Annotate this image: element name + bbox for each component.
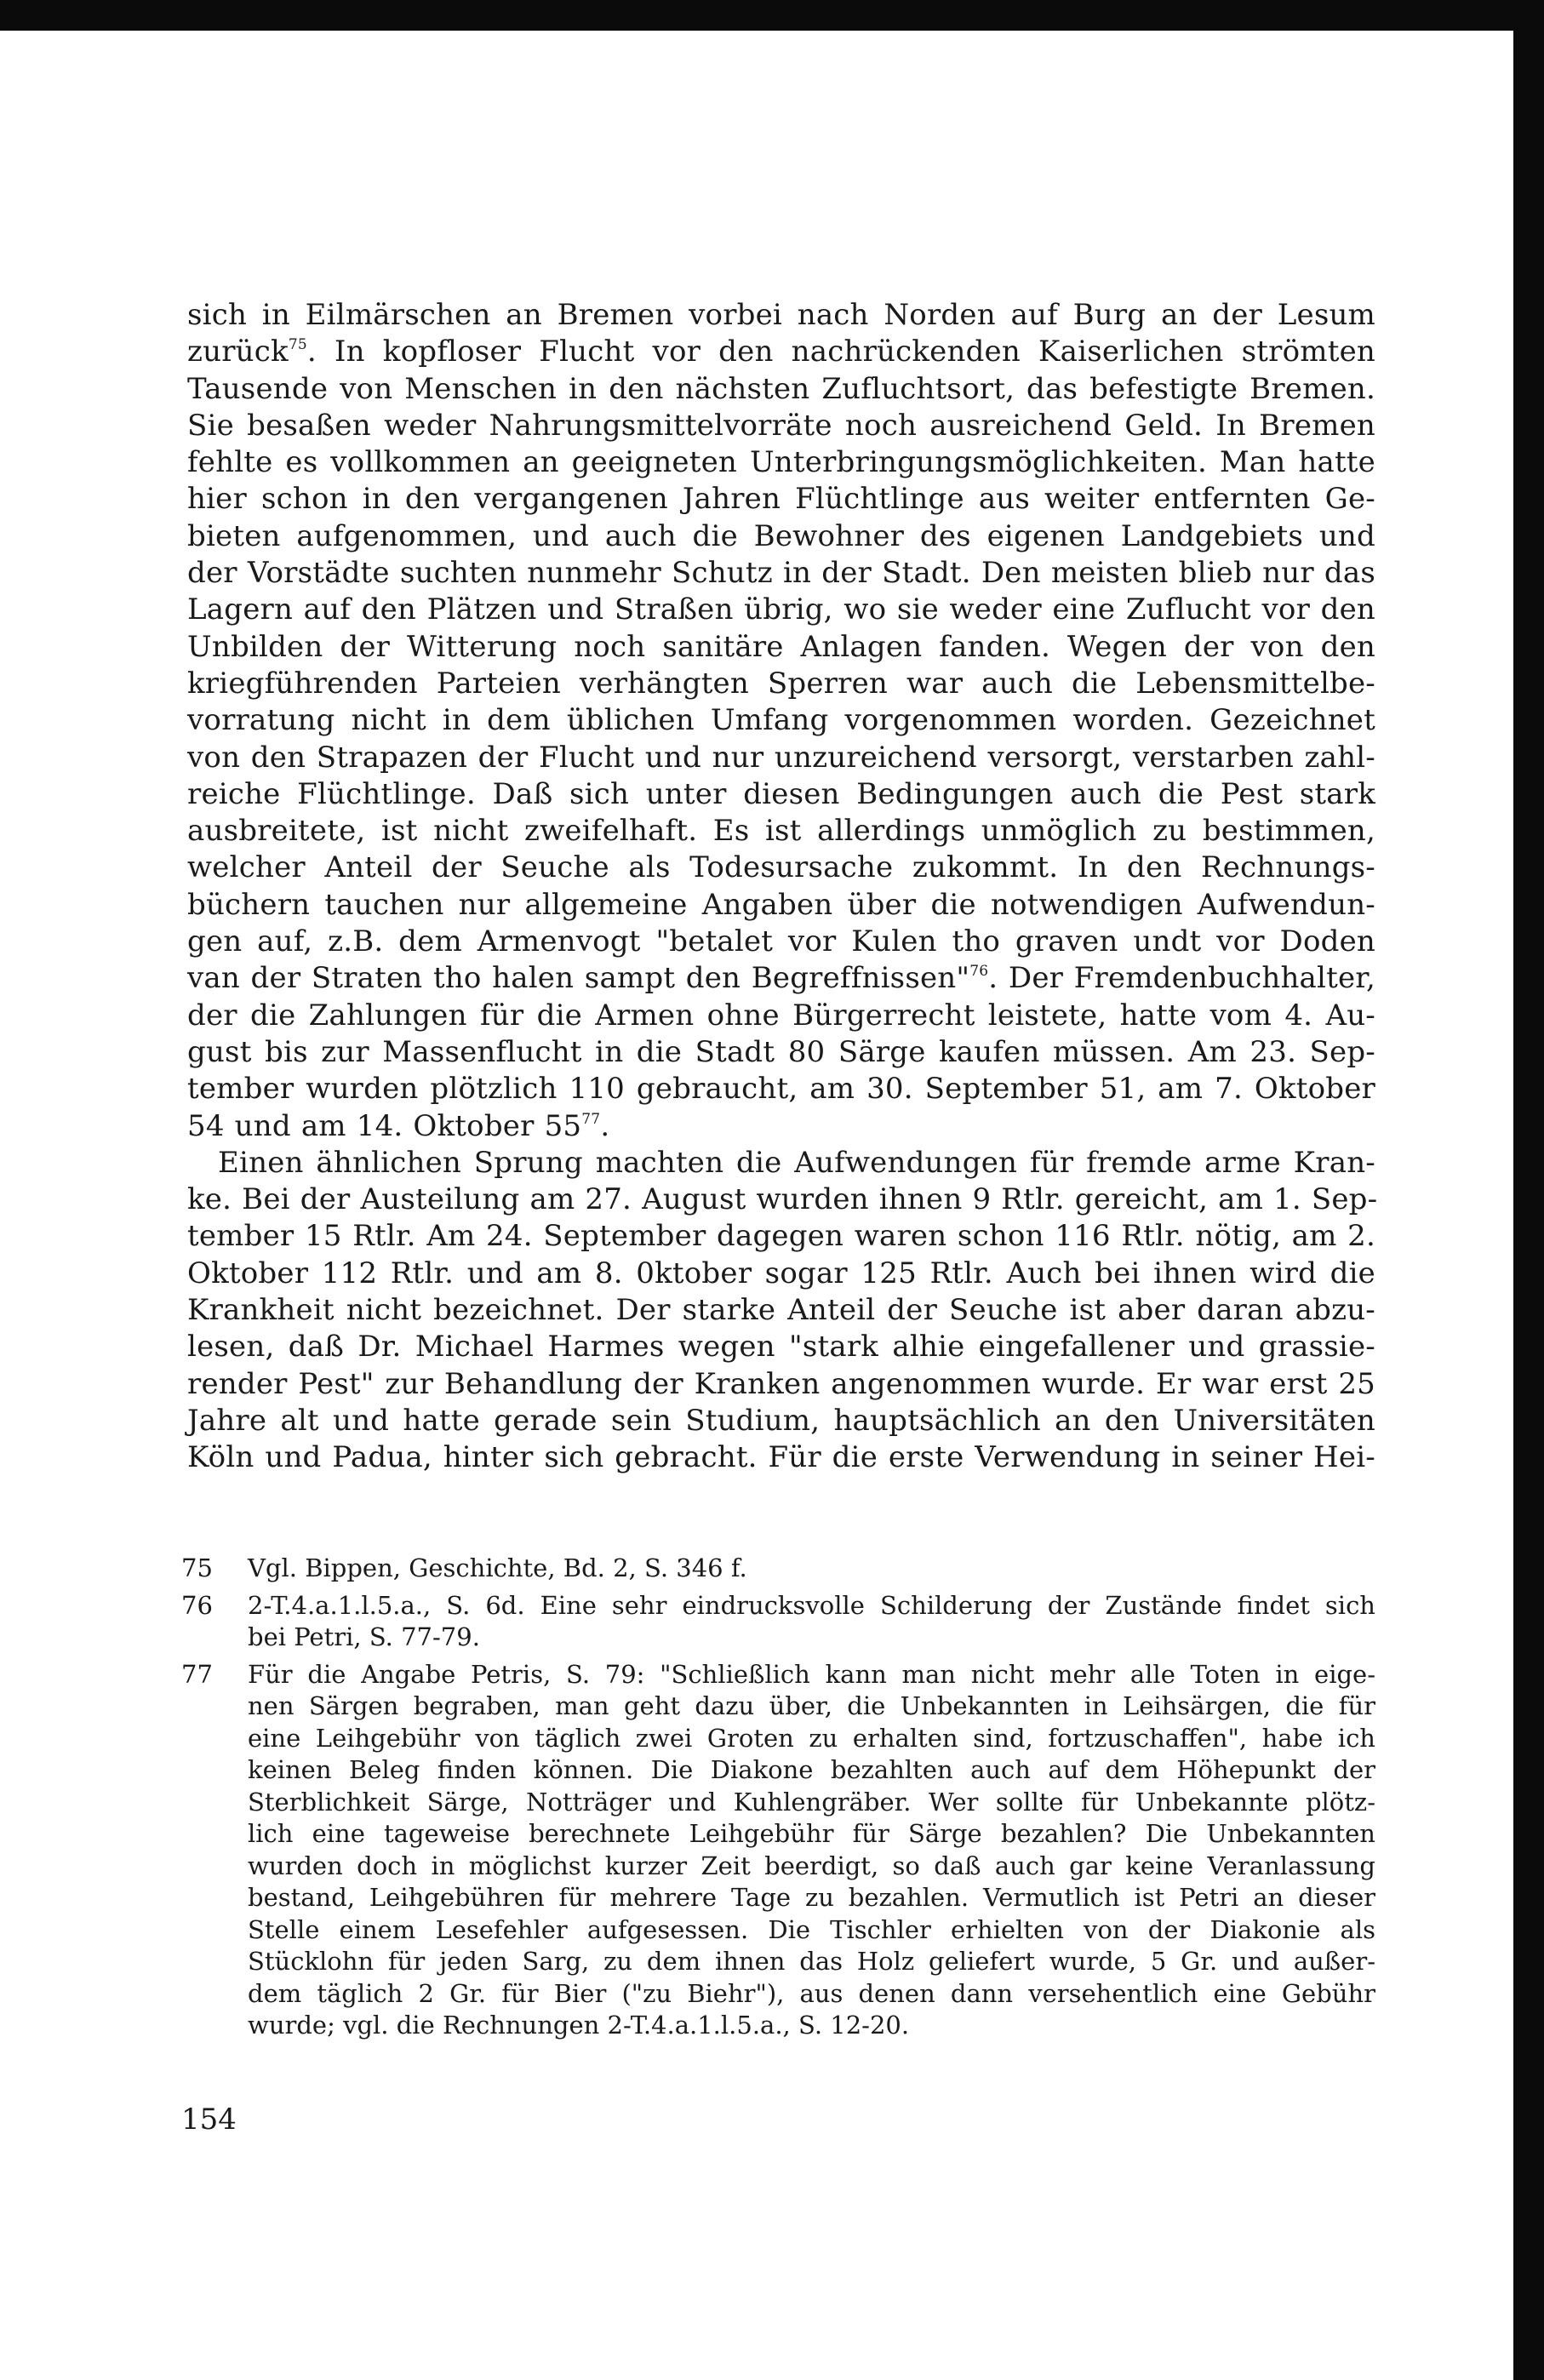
body-line-text: Einen ähnlichen Sprung machten die Aufwendungen für fremde arme Kran- bbox=[218, 1145, 1375, 1180]
body-line bbox=[187, 629, 1375, 666]
footnote-line: Für die Angabe Petris, S. 79: "Schließlich kann man nicht mehr alle Toten in eige- bbox=[248, 1659, 1375, 1689]
body-line-text: . Der Fremdenbuchhalter, bbox=[988, 961, 1375, 996]
body-line-text: Köln und Padua, hinter sich gebracht. Für die erste Verwendung in seiner Hei- bbox=[187, 1440, 1375, 1475]
footnote-number: 75 bbox=[181, 1553, 213, 1582]
body-line-text: Tausende von Menschen in den nächsten Zufluchtsort, das befestigte Bremen. bbox=[187, 371, 1375, 406]
body-line-text: zurück bbox=[187, 335, 289, 369]
body-line bbox=[187, 850, 1375, 886]
body-line bbox=[187, 1292, 1375, 1329]
body-line-text: tember 15 Rtlr. Am 24. September dagegen waren schon 116 Rtlr. nötig, am 2. bbox=[187, 1219, 1375, 1254]
body-line bbox=[187, 1366, 1375, 1403]
body-line bbox=[187, 1439, 1375, 1476]
body-line-text: render Pest" zur Behandlung der Kranken angenommen wurde. Er war erst 25 bbox=[187, 1366, 1375, 1401]
body-line bbox=[187, 1034, 1375, 1071]
scan-border-right bbox=[1513, 0, 1544, 2380]
body-line-text: Lagern auf den Plätzen und Straßen übrig, wo sie weder eine Zuflucht vor den bbox=[187, 592, 1375, 627]
footnote-line: Sterblichkeit Särge, Notträger und Kuhlengräber. Wer sollte für Unbekannte plötz- bbox=[248, 1787, 1375, 1816]
footnote-line: dem täglich 2 Gr. für Bier ("zu Biehr"), aus denen dann versehentlich eine Gebühr bbox=[248, 1978, 1375, 2008]
footnote-line: keinen Beleg finden können. Die Diakone bezahlten auch auf dem Höhepunkt der bbox=[248, 1755, 1375, 1784]
body-line bbox=[187, 297, 1375, 334]
body-line-text: tember wurden plötzlich 110 gebraucht, am 30. September 51, am 7. Oktober bbox=[187, 1072, 1375, 1107]
body-line-text: ke. Bei der Austeilung am 27. August wurden ihnen 9 Rtlr. gereicht, am 1. Sep- bbox=[187, 1182, 1378, 1217]
body-line-text: ausbreitete, ist nicht zweifelhaft. Es ist allerdings unmöglich zu bestimmen, bbox=[187, 814, 1375, 849]
body-line bbox=[187, 518, 1375, 555]
footnote-reference: 76 bbox=[969, 963, 989, 981]
body-line-text: Jahre alt und hatte gerade sein Studium, hauptsächlich an den Universitäten bbox=[187, 1403, 1375, 1438]
body-line-text: gust bis zur Massenflucht in die Stadt 80 Särge kaufen müssen. Am 23. Sep- bbox=[187, 1034, 1375, 1069]
body-line-text: der die Zahlungen für die Armen ohne Bürgerrecht leistete, hatte vom 4. Au- bbox=[187, 998, 1375, 1033]
body-line bbox=[187, 960, 1375, 997]
scan-border-top bbox=[0, 0, 1544, 31]
body-line bbox=[187, 334, 1375, 370]
body-line bbox=[187, 702, 1375, 739]
body-line bbox=[187, 1071, 1375, 1107]
body-line bbox=[187, 481, 1375, 518]
body-line bbox=[187, 813, 1375, 850]
body-line bbox=[187, 924, 1375, 960]
body-line-text: Krankheit nicht bezeichnet. Der starke Anteil der Seuche ist aber daran abzu- bbox=[187, 1293, 1375, 1328]
body-line-text: Sie besaßen weder Nahrungsmittelvorräte noch ausreichend Geld. In Bremen bbox=[187, 408, 1375, 443]
footnote bbox=[181, 1553, 1375, 1585]
footnote-line: bei Petri, S. 77-79. bbox=[248, 1622, 480, 1651]
footnote-line: nen Särgen begraben, man geht dazu über, die Unbekannten in Leihsärgen, die für bbox=[248, 1691, 1375, 1720]
body-line bbox=[187, 1329, 1375, 1365]
footnote-line: lich eine tageweise berechnete Leihgebühr für Särge bezahlen? Die Unbekannten bbox=[248, 1819, 1375, 1848]
body-line bbox=[187, 1181, 1378, 1218]
body-line-text: der Vorstädte suchten nunmehr Schutz in der Stadt. Den meisten blieb nur das bbox=[187, 556, 1375, 591]
body-line bbox=[187, 740, 1375, 776]
body-line-text: reiche Flüchtlinge. Daß sich unter diesen Bedingungen auch die Pest stark bbox=[187, 776, 1375, 811]
body-line-text: 54 und am 14. Oktober 55 bbox=[187, 1108, 582, 1143]
footnote-line: bestand, Leihgebühren für mehrere Tage zu bezahlen. Vermutlich ist Petri an dieser bbox=[248, 1883, 1375, 1912]
body-line-text: von den Strapazen der Flucht und nur unzureichend versorgt, verstarben zahl- bbox=[187, 740, 1375, 775]
body-line bbox=[187, 776, 1375, 813]
footnote-line: Stelle einem Lesefehler aufgesessen. Die Tischler erhielten von der Diakonie als bbox=[248, 1914, 1375, 1944]
footnote-reference: 77 bbox=[581, 1110, 601, 1128]
page-number: 154 bbox=[181, 2103, 237, 2137]
body-line bbox=[187, 1403, 1375, 1439]
body-line-text: bieten aufgenommen, und auch die Bewohner des eigenen Landgebiets und bbox=[187, 518, 1375, 553]
body-line-text: fehlte es vollkommen an geeigneten Unterbringungsmöglichkeiten. Man hatte bbox=[187, 445, 1375, 480]
body-line-text: büchern tauchen nur allgemeine Angaben über die notwendigen Aufwendun- bbox=[187, 887, 1375, 922]
body-line bbox=[187, 998, 1375, 1034]
body-line bbox=[187, 1108, 1375, 1145]
body-line bbox=[187, 1218, 1375, 1255]
footnote-line: Stücklohn für jeden Sarg, zu dem ihnen das Holz geliefert wurde, 5 Gr. und außer- bbox=[248, 1947, 1375, 1976]
body-line-text: gen auf, z.B. dem Armenvogt "betalet vor Kulen tho graven undt vor Doden bbox=[187, 924, 1375, 959]
body-line bbox=[187, 371, 1375, 408]
body-line-text: Unbilden der Witterung noch sanitäre Anlagen fanden. Wegen der von den bbox=[187, 629, 1375, 664]
body-line-text: kriegführenden Parteien verhängten Sperren war auch die Lebensmittelbe- bbox=[187, 666, 1375, 701]
footnote bbox=[181, 1659, 1375, 2042]
body-line-text: Oktober 112 Rtlr. und am 8. 0ktober sogar 125 Rtlr. Auch bei ihnen wird die bbox=[187, 1256, 1375, 1290]
body-line-text: . In kopfloser Flucht vor den nachrückenden Kaiserlichen strömten bbox=[306, 335, 1375, 369]
footnote-line: Vgl. Bippen, Geschichte, Bd. 2, S. 346 f. bbox=[248, 1553, 747, 1582]
body-line-text: lesen, daß Dr. Michael Harmes wegen "stark alhie eingefallener und grassie- bbox=[187, 1330, 1375, 1364]
main-text bbox=[187, 297, 1378, 1477]
body-line bbox=[187, 1256, 1375, 1292]
footnote-reference: 75 bbox=[288, 336, 307, 354]
body-line bbox=[187, 666, 1375, 702]
footnote-line: 2-T.4.a.1.l.5.a., S. 6d. Eine sehr eindrucksvolle Schilderung der Zustände findet sich bbox=[248, 1590, 1375, 1620]
body-line bbox=[187, 408, 1375, 444]
footnote-line: eine Leihgebühr von täglich zwei Groten zu erhalten sind, fortzuschaffen", habe ich bbox=[248, 1723, 1375, 1753]
body-line-text: hier schon in den vergangenen Jahren Flüchtlinge aus weiter entfernten Ge- bbox=[187, 482, 1375, 517]
footnote-line: wurden doch in möglichst kurzer Zeit beerdigt, so daß auch gar keine Veranlassung bbox=[248, 1851, 1375, 1880]
footnote-number: 77 bbox=[181, 1659, 213, 1689]
footnote-number: 76 bbox=[181, 1590, 213, 1620]
body-line-text: vorratung nicht in dem üblichen Umfang vorgenommen worden. Gezeichnet bbox=[187, 703, 1375, 738]
body-line bbox=[187, 592, 1375, 628]
body-line bbox=[187, 444, 1375, 481]
body-line-text: van der Straten tho halen sampt den Begreffnissen" bbox=[187, 961, 970, 996]
footnote-line: wurde; vgl. die Rechnungen 2-T.4.a.1.l.5.a., S. 12-20. bbox=[248, 2011, 910, 2040]
footnote bbox=[181, 1590, 1375, 1654]
body-line bbox=[187, 887, 1375, 924]
body-line-text: welcher Anteil der Seuche als Todesursache zukommt. In den Rechnungs- bbox=[187, 850, 1375, 885]
body-line-text: . bbox=[600, 1108, 610, 1143]
body-line bbox=[187, 555, 1375, 592]
footnotes bbox=[181, 1553, 1375, 2047]
body-line-text: sich in Eilmärschen an Bremen vorbei nach Norden auf Burg an der Lesum bbox=[187, 298, 1375, 332]
body-line bbox=[187, 1145, 1375, 1181]
